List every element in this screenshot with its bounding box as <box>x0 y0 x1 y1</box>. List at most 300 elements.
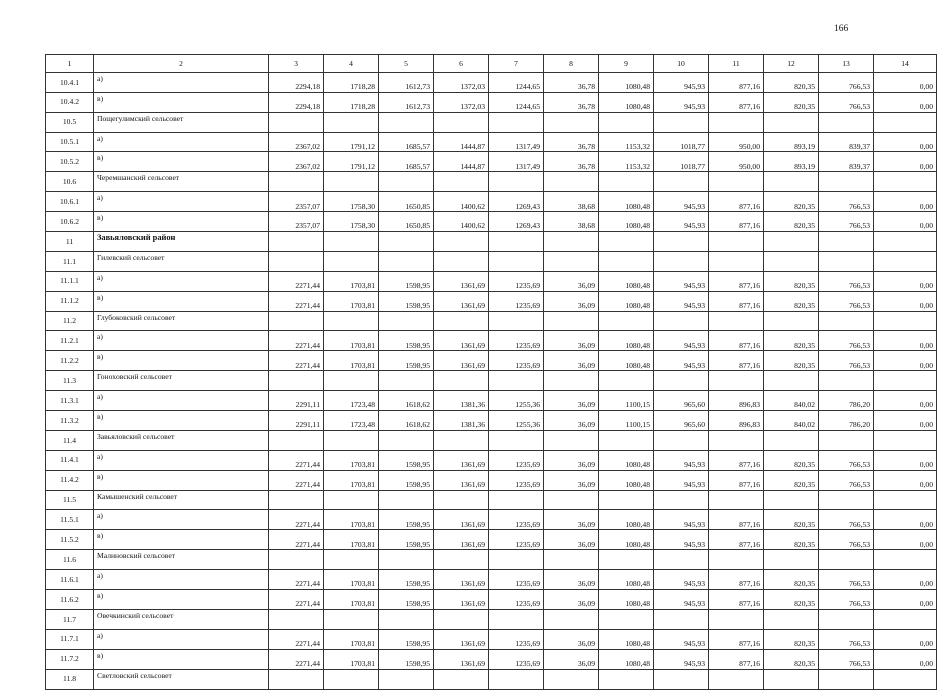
district-row <box>46 232 937 252</box>
empty-cell <box>489 311 544 331</box>
row-code: 10.6.1 <box>46 192 94 212</box>
value-cell-col-4: 1718,28 <box>324 72 379 92</box>
empty-cell <box>764 251 819 271</box>
row-code: 10.6.2 <box>46 212 94 232</box>
table-body <box>46 72 937 689</box>
row-label: а) <box>94 510 269 530</box>
row-label: в) <box>94 649 269 669</box>
value-cell-col-4: 1703,81 <box>324 530 379 550</box>
value-cell-col-9: 1080,48 <box>599 351 654 371</box>
empty-cell <box>379 311 434 331</box>
value-cell-col-8: 36,09 <box>544 590 599 610</box>
row-code: 11.6.1 <box>46 570 94 590</box>
value-cell-col-9: 1080,48 <box>599 212 654 232</box>
value-cell-col-13: 766,53 <box>819 530 874 550</box>
empty-cell <box>764 371 819 391</box>
value-cell-col-13: 766,53 <box>819 470 874 490</box>
empty-cell <box>434 430 489 450</box>
row-label: а) <box>94 192 269 212</box>
value-cell-col-14: 0,00 <box>874 590 937 610</box>
table-row <box>46 212 937 232</box>
value-cell-col-5: 1685,57 <box>379 132 434 152</box>
empty-cell <box>269 609 324 629</box>
column-header-14: 14 <box>874 55 937 73</box>
empty-cell <box>764 609 819 629</box>
value-cell-col-14: 0,00 <box>874 530 937 550</box>
value-cell-col-5: 1598,95 <box>379 590 434 610</box>
row-label: а) <box>94 271 269 291</box>
value-cell-col-11: 877,16 <box>709 351 764 371</box>
value-cell-col-7: 1244,65 <box>489 72 544 92</box>
value-cell-col-10: 965,60 <box>654 391 709 411</box>
value-cell-col-6: 1400,62 <box>434 212 489 232</box>
empty-cell <box>764 550 819 570</box>
column-header-2: 2 <box>94 55 269 73</box>
value-cell-col-12: 820,35 <box>764 530 819 550</box>
empty-cell <box>544 112 599 132</box>
value-cell-col-13: 786,20 <box>819 391 874 411</box>
value-cell-col-5: 1618,62 <box>379 411 434 431</box>
row-title: Малиновский сельсовет <box>94 550 269 570</box>
value-cell-col-10: 945,93 <box>654 271 709 291</box>
value-cell-col-3: 2357,07 <box>269 212 324 232</box>
value-cell-col-11: 877,16 <box>709 72 764 92</box>
empty-cell <box>654 550 709 570</box>
value-cell-col-9: 1080,48 <box>599 570 654 590</box>
value-cell-col-7: 1269,43 <box>489 212 544 232</box>
empty-cell <box>599 232 654 252</box>
value-cell-col-10: 945,93 <box>654 649 709 669</box>
value-cell-col-4: 1791,12 <box>324 152 379 172</box>
value-cell-col-6: 1381,36 <box>434 411 489 431</box>
value-cell-col-3: 2291,11 <box>269 411 324 431</box>
row-label: в) <box>94 351 269 371</box>
empty-cell <box>599 112 654 132</box>
section-row <box>46 371 937 391</box>
column-header-10: 10 <box>654 55 709 73</box>
empty-cell <box>764 112 819 132</box>
table-row <box>46 570 937 590</box>
value-cell-col-12: 820,35 <box>764 271 819 291</box>
row-code: 11.1.1 <box>46 271 94 291</box>
empty-cell <box>764 311 819 331</box>
empty-cell <box>434 490 489 510</box>
value-cell-col-6: 1381,36 <box>434 391 489 411</box>
value-cell-col-5: 1650,85 <box>379 192 434 212</box>
row-code: 11.6 <box>46 550 94 570</box>
value-cell-col-8: 36,78 <box>544 152 599 172</box>
column-header-1: 1 <box>46 55 94 73</box>
row-code: 11.4.1 <box>46 450 94 470</box>
row-title: Овечкинский сельсовет <box>94 609 269 629</box>
row-label: в) <box>94 411 269 431</box>
value-cell-col-6: 1361,69 <box>434 351 489 371</box>
empty-cell <box>324 311 379 331</box>
value-cell-col-11: 877,16 <box>709 570 764 590</box>
empty-cell <box>654 609 709 629</box>
empty-cell <box>709 311 764 331</box>
row-title: Черемшанский сельсовет <box>94 172 269 192</box>
value-cell-col-4: 1723,48 <box>324 391 379 411</box>
value-cell-col-12: 820,35 <box>764 72 819 92</box>
row-code: 10.4.1 <box>46 72 94 92</box>
value-cell-col-4: 1703,81 <box>324 331 379 351</box>
section-row <box>46 669 937 689</box>
row-code: 11.5.2 <box>46 530 94 550</box>
value-cell-col-9: 1080,48 <box>599 271 654 291</box>
value-cell-col-7: 1269,43 <box>489 192 544 212</box>
empty-cell <box>324 550 379 570</box>
value-cell-col-8: 36,09 <box>544 510 599 530</box>
row-label: в) <box>94 92 269 112</box>
empty-cell <box>874 251 937 271</box>
empty-cell <box>489 251 544 271</box>
value-cell-col-6: 1361,69 <box>434 271 489 291</box>
value-cell-col-9: 1100,15 <box>599 391 654 411</box>
value-cell-col-3: 2367,02 <box>269 152 324 172</box>
empty-cell <box>324 430 379 450</box>
value-cell-col-14: 0,00 <box>874 92 937 112</box>
value-cell-col-5: 1598,95 <box>379 470 434 490</box>
value-cell-col-9: 1080,48 <box>599 590 654 610</box>
empty-cell <box>269 669 324 689</box>
value-cell-col-3: 2271,44 <box>269 351 324 371</box>
row-code: 11.6.2 <box>46 590 94 610</box>
column-header-6: 6 <box>434 55 489 73</box>
tariff-table <box>45 54 937 690</box>
value-cell-col-5: 1598,95 <box>379 291 434 311</box>
column-header-8: 8 <box>544 55 599 73</box>
row-code: 11.3.2 <box>46 411 94 431</box>
empty-cell <box>654 490 709 510</box>
row-code: 11.7 <box>46 609 94 629</box>
empty-cell <box>599 430 654 450</box>
value-cell-col-8: 36,78 <box>544 72 599 92</box>
empty-cell <box>434 669 489 689</box>
empty-cell <box>599 172 654 192</box>
empty-cell <box>654 669 709 689</box>
empty-cell <box>599 311 654 331</box>
value-cell-col-6: 1372,03 <box>434 72 489 92</box>
row-label: в) <box>94 590 269 610</box>
value-cell-col-8: 36,78 <box>544 92 599 112</box>
page-number: 166 <box>834 24 849 34</box>
value-cell-col-9: 1080,48 <box>599 649 654 669</box>
empty-cell <box>324 112 379 132</box>
empty-cell <box>819 172 874 192</box>
value-cell-col-6: 1361,69 <box>434 450 489 470</box>
value-cell-col-14: 0,00 <box>874 629 937 649</box>
column-header-13: 13 <box>819 55 874 73</box>
value-cell-col-10: 945,93 <box>654 92 709 112</box>
empty-cell <box>269 112 324 132</box>
empty-cell <box>269 251 324 271</box>
value-cell-col-4: 1703,81 <box>324 450 379 470</box>
empty-cell <box>874 311 937 331</box>
row-code: 11.3 <box>46 371 94 391</box>
row-code: 11.2 <box>46 311 94 331</box>
value-cell-col-9: 1080,48 <box>599 450 654 470</box>
value-cell-col-3: 2294,18 <box>269 92 324 112</box>
value-cell-col-4: 1703,81 <box>324 271 379 291</box>
empty-cell <box>324 669 379 689</box>
row-title: Камышенский сельсовет <box>94 490 269 510</box>
value-cell-col-3: 2357,07 <box>269 192 324 212</box>
value-cell-col-7: 1235,69 <box>489 510 544 530</box>
row-label: а) <box>94 132 269 152</box>
row-code: 10.6 <box>46 172 94 192</box>
empty-cell <box>599 609 654 629</box>
value-cell-col-3: 2271,44 <box>269 510 324 530</box>
value-cell-col-4: 1703,81 <box>324 470 379 490</box>
empty-cell <box>819 251 874 271</box>
value-cell-col-11: 877,16 <box>709 470 764 490</box>
empty-cell <box>599 550 654 570</box>
empty-cell <box>544 232 599 252</box>
row-label: в) <box>94 152 269 172</box>
value-cell-col-6: 1361,69 <box>434 629 489 649</box>
empty-cell <box>819 550 874 570</box>
empty-cell <box>489 490 544 510</box>
empty-cell <box>709 550 764 570</box>
empty-cell <box>819 430 874 450</box>
empty-cell <box>544 490 599 510</box>
empty-cell <box>654 251 709 271</box>
value-cell-col-9: 1080,48 <box>599 92 654 112</box>
row-label: а) <box>94 331 269 351</box>
value-cell-col-8: 36,09 <box>544 391 599 411</box>
row-label: а) <box>94 450 269 470</box>
empty-cell <box>874 232 937 252</box>
value-cell-col-7: 1235,69 <box>489 470 544 490</box>
value-cell-col-5: 1612,73 <box>379 72 434 92</box>
value-cell-col-11: 877,16 <box>709 629 764 649</box>
empty-cell <box>544 371 599 391</box>
empty-cell <box>434 251 489 271</box>
empty-cell <box>434 232 489 252</box>
row-label: в) <box>94 470 269 490</box>
empty-cell <box>269 371 324 391</box>
value-cell-col-14: 0,00 <box>874 152 937 172</box>
value-cell-col-5: 1598,95 <box>379 530 434 550</box>
empty-cell <box>269 172 324 192</box>
row-title: Гилевский сельсовет <box>94 251 269 271</box>
value-cell-col-10: 965,60 <box>654 411 709 431</box>
value-cell-col-11: 877,16 <box>709 530 764 550</box>
value-cell-col-8: 36,09 <box>544 450 599 470</box>
empty-cell <box>379 490 434 510</box>
section-row <box>46 251 937 271</box>
empty-cell <box>709 669 764 689</box>
empty-cell <box>709 112 764 132</box>
empty-cell <box>544 172 599 192</box>
value-cell-col-5: 1598,95 <box>379 510 434 530</box>
value-cell-col-4: 1723,48 <box>324 411 379 431</box>
value-cell-col-4: 1703,81 <box>324 649 379 669</box>
empty-cell <box>874 609 937 629</box>
empty-cell <box>379 550 434 570</box>
empty-cell <box>269 232 324 252</box>
value-cell-col-8: 36,09 <box>544 649 599 669</box>
value-cell-col-14: 0,00 <box>874 510 937 530</box>
empty-cell <box>489 112 544 132</box>
value-cell-col-12: 820,35 <box>764 192 819 212</box>
empty-cell <box>819 609 874 629</box>
value-cell-col-7: 1235,69 <box>489 649 544 669</box>
value-cell-col-12: 820,35 <box>764 629 819 649</box>
value-cell-col-10: 1018,77 <box>654 152 709 172</box>
empty-cell <box>599 371 654 391</box>
value-cell-col-6: 1361,69 <box>434 331 489 351</box>
value-cell-col-8: 36,09 <box>544 470 599 490</box>
value-cell-col-4: 1703,81 <box>324 351 379 371</box>
value-cell-col-12: 820,35 <box>764 450 819 470</box>
empty-cell <box>434 609 489 629</box>
empty-cell <box>544 609 599 629</box>
value-cell-col-4: 1703,81 <box>324 291 379 311</box>
value-cell-col-14: 0,00 <box>874 450 937 470</box>
row-title: Завьяловский район <box>94 232 269 252</box>
value-cell-col-6: 1444,87 <box>434 152 489 172</box>
value-cell-col-3: 2271,44 <box>269 570 324 590</box>
empty-cell <box>709 251 764 271</box>
value-cell-col-3: 2271,44 <box>269 450 324 470</box>
column-header-9: 9 <box>599 55 654 73</box>
empty-cell <box>489 609 544 629</box>
value-cell-col-9: 1100,15 <box>599 411 654 431</box>
value-cell-col-11: 896,83 <box>709 411 764 431</box>
empty-cell <box>324 172 379 192</box>
empty-cell <box>874 490 937 510</box>
value-cell-col-10: 945,93 <box>654 192 709 212</box>
value-cell-col-12: 820,35 <box>764 470 819 490</box>
value-cell-col-8: 36,09 <box>544 351 599 371</box>
empty-cell <box>764 232 819 252</box>
value-cell-col-6: 1361,69 <box>434 291 489 311</box>
empty-cell <box>819 490 874 510</box>
value-cell-col-11: 877,16 <box>709 331 764 351</box>
empty-cell <box>709 490 764 510</box>
value-cell-col-6: 1361,69 <box>434 570 489 590</box>
value-cell-col-7: 1235,69 <box>489 590 544 610</box>
value-cell-col-5: 1685,57 <box>379 152 434 172</box>
value-cell-col-10: 945,93 <box>654 291 709 311</box>
table-row <box>46 72 937 92</box>
row-code: 10.5.2 <box>46 152 94 172</box>
empty-cell <box>599 251 654 271</box>
value-cell-col-14: 0,00 <box>874 291 937 311</box>
value-cell-col-7: 1244,65 <box>489 92 544 112</box>
value-cell-col-13: 786,20 <box>819 411 874 431</box>
empty-cell <box>544 251 599 271</box>
value-cell-col-5: 1598,95 <box>379 271 434 291</box>
row-label: а) <box>94 570 269 590</box>
value-cell-col-7: 1235,69 <box>489 331 544 351</box>
value-cell-col-3: 2271,44 <box>269 590 324 610</box>
value-cell-col-9: 1080,48 <box>599 510 654 530</box>
row-code: 11.5.1 <box>46 510 94 530</box>
table-row <box>46 649 937 669</box>
table-row <box>46 271 937 291</box>
row-code: 11.4 <box>46 430 94 450</box>
empty-cell <box>544 550 599 570</box>
row-code: 11.7.1 <box>46 629 94 649</box>
value-cell-col-8: 38,68 <box>544 212 599 232</box>
row-code: 11.7.2 <box>46 649 94 669</box>
value-cell-col-11: 877,16 <box>709 590 764 610</box>
value-cell-col-4: 1703,81 <box>324 590 379 610</box>
row-title: Глубоковский сельсовет <box>94 311 269 331</box>
row-title: Светловский сельсовет <box>94 669 269 689</box>
empty-cell <box>544 430 599 450</box>
row-label: в) <box>94 212 269 232</box>
value-cell-col-12: 820,35 <box>764 649 819 669</box>
table-row <box>46 590 937 610</box>
value-cell-col-9: 1153,32 <box>599 132 654 152</box>
row-label: а) <box>94 72 269 92</box>
column-header-11: 11 <box>709 55 764 73</box>
value-cell-col-8: 36,09 <box>544 271 599 291</box>
value-cell-col-6: 1361,69 <box>434 530 489 550</box>
empty-cell <box>654 311 709 331</box>
value-cell-col-13: 766,53 <box>819 590 874 610</box>
value-cell-col-14: 0,00 <box>874 271 937 291</box>
empty-cell <box>874 112 937 132</box>
value-cell-col-6: 1361,69 <box>434 470 489 490</box>
empty-cell <box>874 550 937 570</box>
value-cell-col-9: 1153,32 <box>599 152 654 172</box>
value-cell-col-14: 0,00 <box>874 331 937 351</box>
empty-cell <box>324 232 379 252</box>
empty-cell <box>269 550 324 570</box>
value-cell-col-3: 2291,11 <box>269 391 324 411</box>
row-code: 11.3.1 <box>46 391 94 411</box>
value-cell-col-11: 896,83 <box>709 391 764 411</box>
empty-cell <box>874 371 937 391</box>
value-cell-col-10: 945,93 <box>654 72 709 92</box>
empty-cell <box>819 669 874 689</box>
empty-cell <box>819 371 874 391</box>
value-cell-col-9: 1080,48 <box>599 291 654 311</box>
value-cell-col-11: 950,00 <box>709 152 764 172</box>
value-cell-col-11: 877,16 <box>709 92 764 112</box>
value-cell-col-13: 766,53 <box>819 649 874 669</box>
row-label: в) <box>94 291 269 311</box>
value-cell-col-9: 1080,48 <box>599 192 654 212</box>
column-header-7: 7 <box>489 55 544 73</box>
row-code: 11 <box>46 232 94 252</box>
value-cell-col-14: 0,00 <box>874 470 937 490</box>
empty-cell <box>764 490 819 510</box>
value-cell-col-10: 1018,77 <box>654 132 709 152</box>
row-code: 11.1 <box>46 251 94 271</box>
row-code: 10.5.1 <box>46 132 94 152</box>
section-row <box>46 609 937 629</box>
empty-cell <box>489 232 544 252</box>
value-cell-col-10: 945,93 <box>654 351 709 371</box>
row-code: 11.1.2 <box>46 291 94 311</box>
value-cell-col-6: 1372,03 <box>434 92 489 112</box>
row-label: в) <box>94 530 269 550</box>
value-cell-col-4: 1791,12 <box>324 132 379 152</box>
value-cell-col-3: 2271,44 <box>269 271 324 291</box>
value-cell-col-8: 36,09 <box>544 331 599 351</box>
value-cell-col-13: 766,53 <box>819 629 874 649</box>
empty-cell <box>709 430 764 450</box>
empty-cell <box>434 112 489 132</box>
value-cell-col-7: 1255,36 <box>489 411 544 431</box>
row-label: а) <box>94 629 269 649</box>
